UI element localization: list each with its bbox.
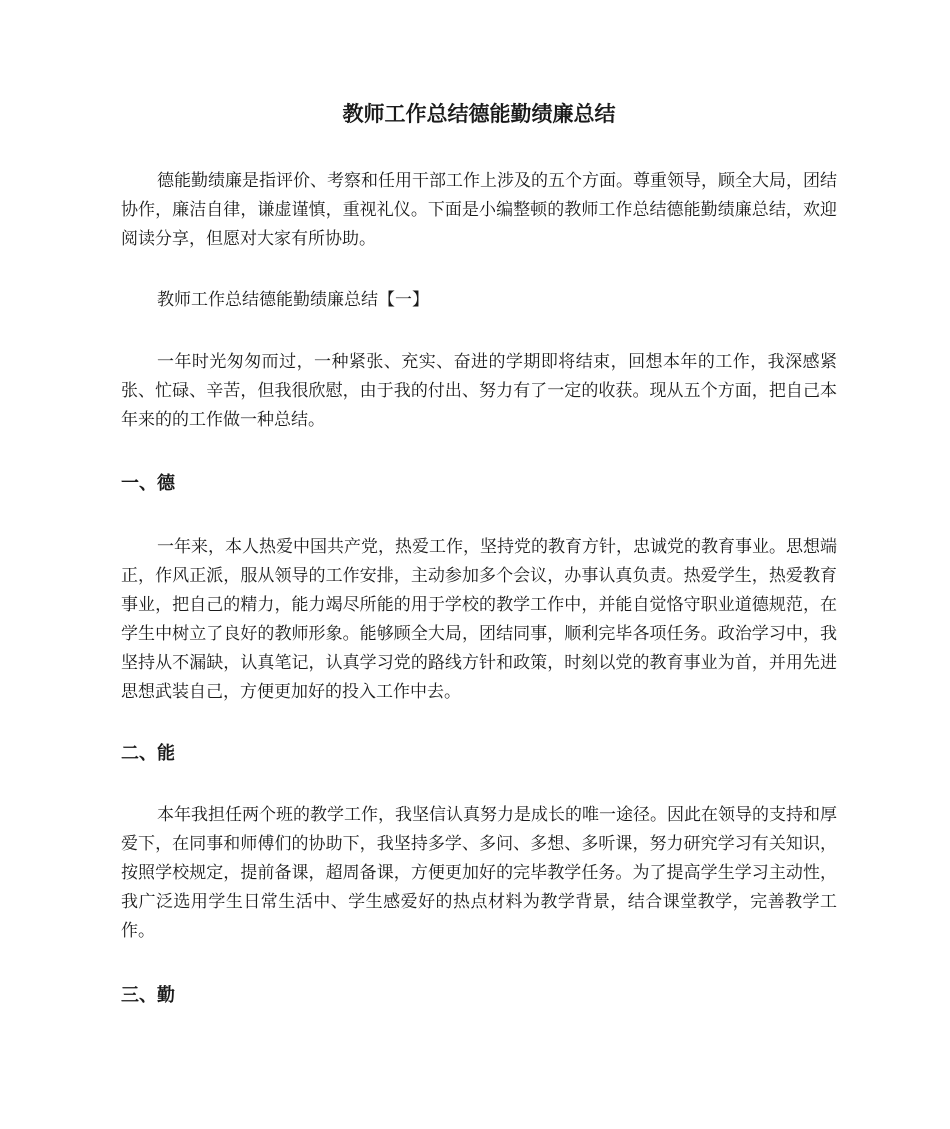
intro-paragraph: 德能勤绩廉是指评价、考察和任用干部工作上涉及的五个方面。尊重领导，顾全大局，团结协作，廉洁自律，谦虚谨慎，重视礼仪。下面是小编整顿的教师工作总结德能勤绩廉总结，欢迎阅读分享，但愿对大家有所协助。 (121, 171, 837, 249)
heading-neng: 二、能 (121, 743, 175, 764)
section-title: 教师工作总结德能勤绩廉总结【一】 (157, 290, 429, 310)
paragraph-neng: 本年我担任两个班的教学工作，我坚信认真努力是成长的唯一途径。因此在领导的支持和厚爱下，在同事和师傅们的协助下，我坚持多学、多问、多想、多听课，努力研究学习有关知识，按照学校规定，提前备课，超周备课，方便更加好的完毕教学任务。为了提高学生学习主动性，我广泛选用学生日常生活中、学生感爱好的热点材料为教学背景，结合课堂教学，完善教学工作。 (121, 805, 837, 941)
opening-paragraph: 一年时光匆匆而过，一种紧张、充实、奋进的学期即将结束，回想本年的工作，我深感紧张、忙碌、辛苦，但我很欣慰，由于我的付出、努力有了一定的收获。现从五个方面，把自己本年来的的工作做一种总结。 (121, 352, 837, 430)
paragraph-de: 一年来，本人热爱中国共产党，热爱工作，坚持党的教育方针，忠诚党的教育事业。思想端正，作风正派，服从领导的工作安排，主动参加多个会议，办事认真负责。热爱学生，热爱教育事业，把自己的精力，能力竭尽所能的用于学校的教学工作中，并能自觉恪守职业道德规范，在学生中树立了良好的教师形象。能够顾全大局，团结同事，顺利完毕各项任务。政治学习中，我坚持从不漏缺，认真笔记，认真学习党的路线方针和政策，时刻以党的教育事业为首，并用先进思想武装自己，方便更加好的投入工作中去。 (121, 537, 837, 702)
document-title: 教师工作总结德能勤绩廉总结 (342, 102, 616, 126)
heading-qin: 三、勤 (121, 985, 175, 1006)
heading-de: 一、德 (121, 473, 175, 494)
